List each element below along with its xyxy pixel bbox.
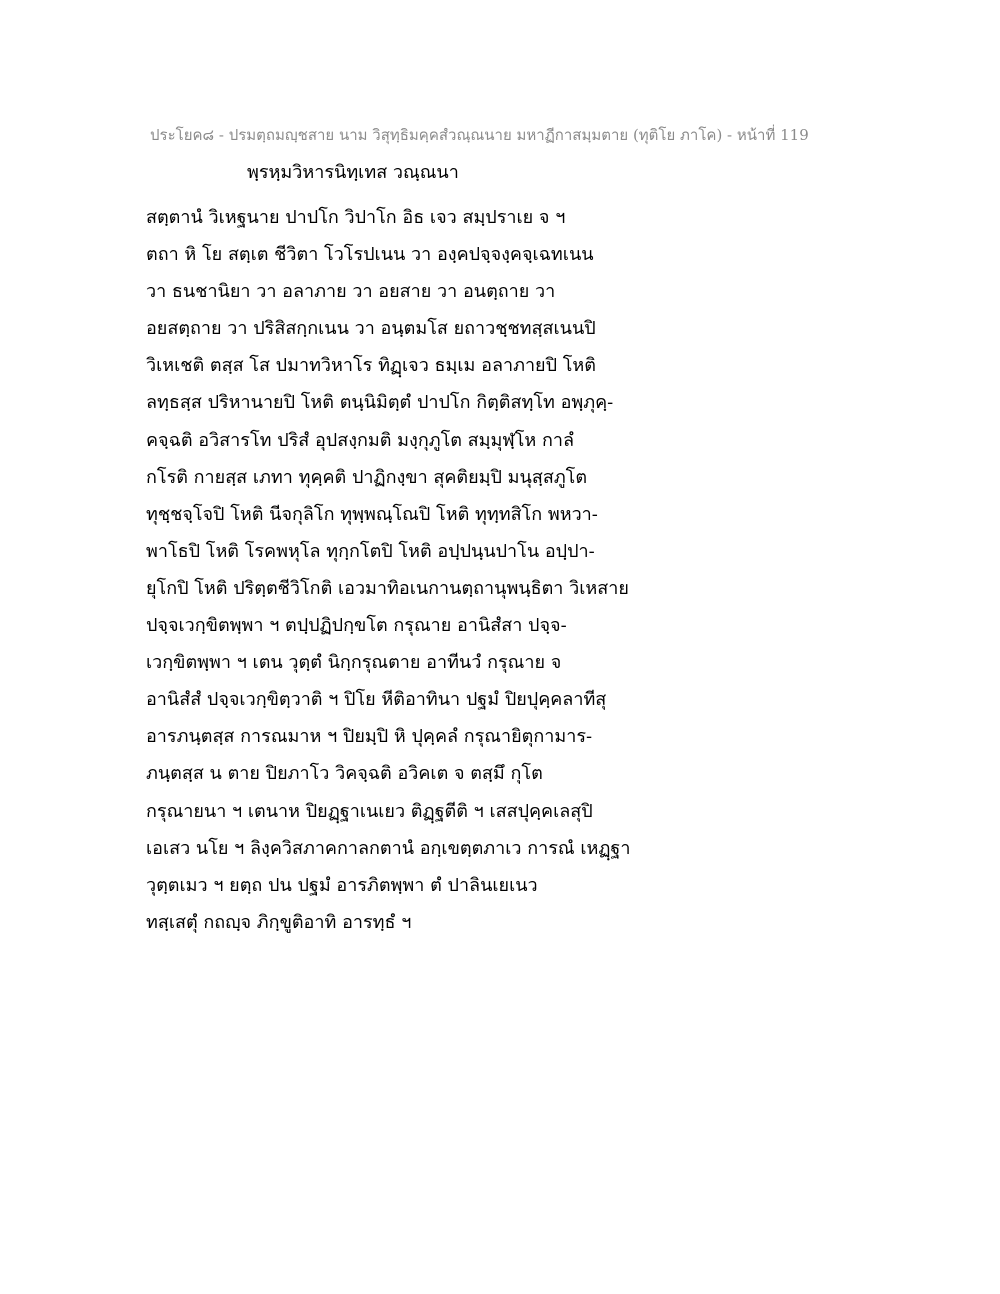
body-line: กโรติ กายสฺส เภทา ทุคฺคติ ปาฏิกงฺขา สุคติยมฺปิ มนุสฺสภูโต [146,466,588,488]
body-line: กรุณายนา ฯ เตนาห ปิยฏฺฐาเนเยว ติฏฺฐตีติ ฯ เสสปุคฺคเลสุปิ [146,800,593,822]
body-line: ภนฺตสฺส น ตาย ปิยภาโว วิคจฺฉติ อวิคเต จ ตสฺมึ กุโต [146,763,543,785]
body-line: อานิสํสํ ปจฺจเวกฺขิตฺวาติ ฯ ปิโย หีติอาทินา ปฐมํ ปิยปุคฺคลาทีสุ [146,689,607,711]
body-line: วิเหเชติ ตสฺส โส ปมาทวิหาโร ทิฏฺเจว ธมฺเม อลาภายปิ โหติ [146,355,596,377]
body-line: ทสฺเสตุํ กถญฺจ ภิกฺขูติอาทิ อารทฺธํ ฯ [146,911,412,933]
body-line: อารภนฺตสฺส การณมาห ฯ ปิยมฺปิ หิ ปุคฺคลํ กรุณายิตุกามาร- [146,726,593,748]
body-line: วา ธนชานิยา วา อลาภาย วา อยสาย วา อนตฺถาย วา [146,281,556,303]
body-line: สตฺตานํ วิเหฐนาย ปาปโก วิปาโก อิธ เจว สมฺปราเย จ ฯ [146,207,566,228]
body-line: เอเสว นโย ฯ ลิงฺควิสภาคกาลกตานํ อกฺเขตฺตภาเว การณํ เหฏฺฐา [146,837,631,859]
body-line: ปจฺจเวกฺขิตพฺพา ฯ ตปฺปฏิปกฺขโต กรุณาย อานิสํสา ปจฺจ- [146,615,567,637]
body-line: ทุชฺชจฺโจปิ โหติ นีจกุลิโก ทุพฺพณฺโณปิ โหติ ทุทฺทสิโก พหวา- [146,503,598,525]
body-line: อยสตฺถาย วา ปริสิสกฺกเนน วา อนฺตมโส ยถาวชฺชทสฺสเนนปิ [146,318,596,340]
page-header: ประโยค๘ - ปรมตฺถมญฺชสาย นาม วิสุทฺธิมคฺคสํวณฺณนาย มหาฏีกาสมฺมตาย (ทุติโย ภาโค) - หน้าที่ 119 [150,126,809,144]
body-line: คจฺฉติ อวิสารโท ปริสํ อุปสงฺกมติ มงฺกุภูโต สมฺมุฬฺโห กาลํ [146,429,574,451]
body-text [146,199,866,941]
section-title: พฺรหฺมวิหารนิทฺเทส วณฺณนา [247,162,459,183]
body-line: ตถา หิ โย สตฺเต ชีวิตา โวโรปเนน วา องฺคปจฺจงฺคจฺเฉทเนน [146,244,594,266]
body-line: ยุโกปิ โหติ ปริตฺตชีวิโกติ เอวมาทิอเนกานตฺถานุพนฺธิตา วิเหสาย [146,577,629,599]
body-line: พาโธปิ โหติ โรคพหุโล ทุกฺกโตปิ โหติ อปฺปนฺนปาโน อปฺปา- [146,540,595,562]
body-line: เวกฺขิตพฺพา ฯ เตน วุตฺตํ นิกฺกรุณตาย อาทีนวํ กรุณาย จ [146,652,562,674]
body-line: ลทฺธสฺส ปริหานายปิ โหติ ตนฺนิมิตฺตํ ปาปโก กิตฺติสทฺโท อพฺภุคฺ- [146,392,614,414]
body-line: วุตฺตเมว ฯ ยตฺถ ปน ปฐมํ อารภิตพฺพา ตํ ปาลินเยเนว [146,874,538,896]
